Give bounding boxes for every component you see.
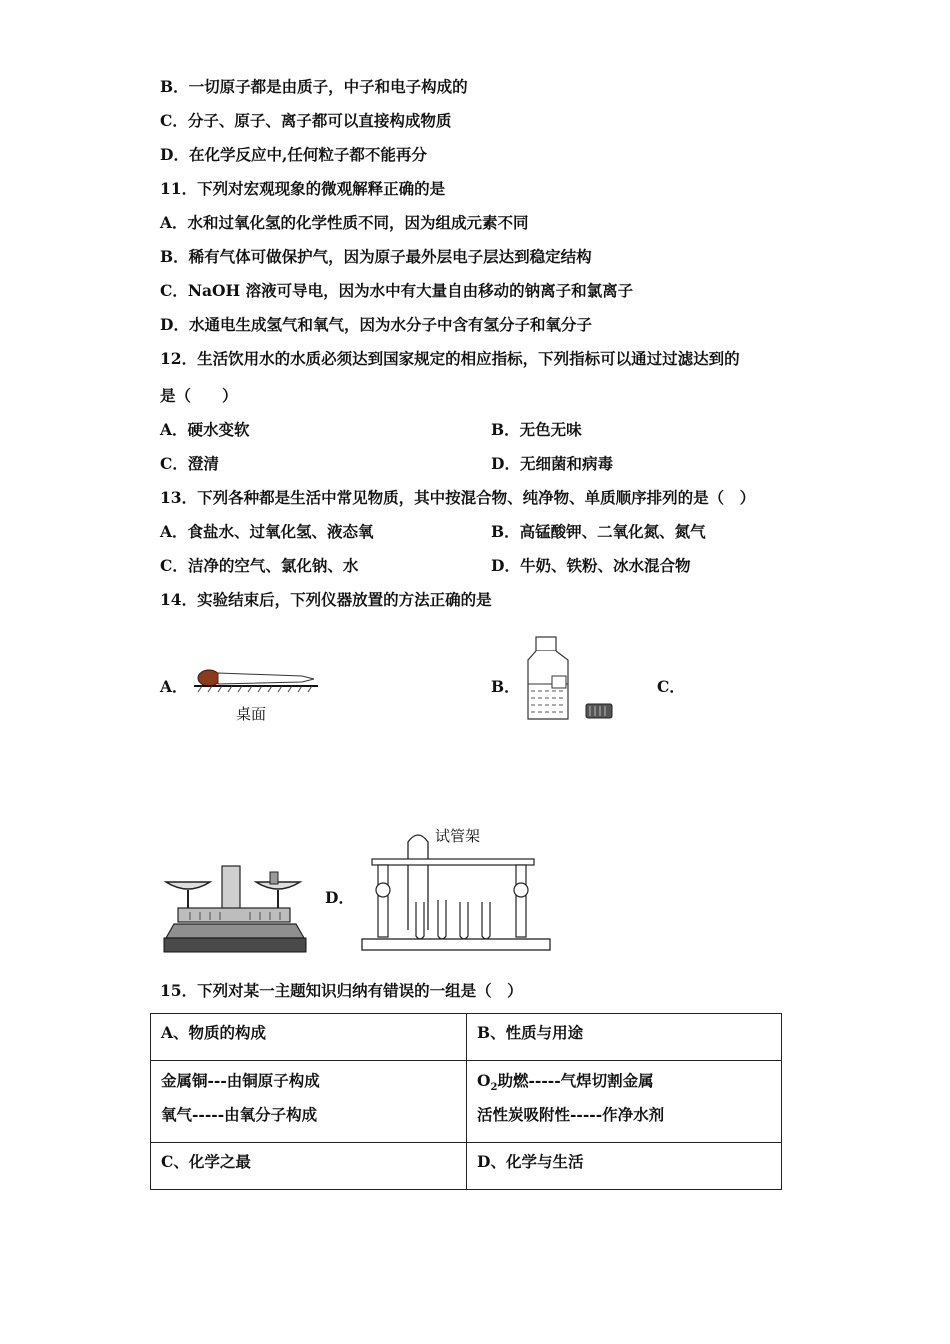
balance-figure	[160, 862, 310, 956]
cell-c-title-text: C、化学之最	[161, 1152, 251, 1171]
rack-top-board	[372, 859, 534, 865]
q11-option-a: A．水和过氧化氢的化学性质不同，因为组成元素不同	[160, 213, 529, 232]
reagent-bottle-figure	[520, 634, 620, 724]
q11-option-b: B．稀有气体可做保护气，因为原子最外层电子层达到稳定结构	[160, 247, 592, 266]
q11-stem: 11．下列对宏观现象的微观解释正确的是	[160, 179, 446, 198]
q13-option-d: D．牛奶、铁粉、冰水混合物	[491, 556, 691, 575]
cell-b-title-text: B、性质与用途	[477, 1023, 584, 1042]
q14-stem: 14．实验结束后，下列仪器放置的方法正确的是	[160, 590, 492, 609]
cell-c-title	[151, 1143, 467, 1190]
left-pan	[166, 882, 210, 889]
q15-stem: 15．下列对某一主题知识归纳有错误的一组是（ ）	[160, 981, 523, 1000]
a-line2: 氧气-----由氧分子构成	[161, 1105, 318, 1124]
q13-option-a: A．食盐水、过氧化氢、液态氧	[160, 522, 374, 541]
test-tube-rack-figure	[358, 828, 554, 954]
weight	[270, 872, 278, 884]
q12-option-b: B．无色无味	[491, 420, 582, 439]
balance-base	[166, 924, 304, 938]
q10-option-b: B．一切原子都是由质子，中子和电子构成的	[160, 77, 468, 96]
q12-stem-line1: 12．生活饮用水的水质必须达到国家规定的相应指标，下列指标可以通过过滤达到的	[160, 349, 740, 368]
q14-label-b: B．	[491, 677, 520, 696]
q10-option-d: D．在化学反应中,任何粒子都不能再分	[160, 145, 427, 164]
q14-label-a: A．	[160, 677, 188, 696]
q14-label-c: C．	[657, 677, 685, 696]
q11-option-c: C．NaOH 溶液可导电，因为水中有大量自由移动的钠离子和氯离子	[160, 281, 634, 300]
q12-option-d: D．无细菌和病毒	[491, 454, 613, 473]
q12-stem-line2: 是（ ）	[160, 386, 238, 405]
bottle-neck	[536, 637, 556, 651]
balance-foot	[164, 938, 306, 952]
label-box	[552, 676, 566, 688]
cell-d-title	[467, 1143, 782, 1190]
cell-d-title-text: D、化学与生活	[477, 1152, 584, 1171]
cell-b-content	[467, 1061, 782, 1143]
q13-stem: 13．下列各种都是生活中常见物质，其中按混合物、纯净物、单质顺序排列的是（ ）	[160, 488, 756, 507]
q13-option-b: B．高锰酸钾、二氧化氮、氮气	[491, 522, 706, 541]
q11-option-d: D．水通电生成氢气和氧气，因为水分子中含有氢分子和氧分子	[160, 315, 592, 334]
q12-option-c: C．澄清	[160, 454, 219, 473]
glass-tube	[218, 673, 314, 684]
cell-a-title	[151, 1014, 467, 1061]
q10-option-c: C．分子、原子、离子都可以直接构成物质	[160, 111, 452, 130]
q13-option-c: C．洁净的空气、氯化钠、水	[160, 556, 359, 575]
rubber-bulb	[198, 670, 220, 686]
a-line1: 金属铜---由铜原子构成	[161, 1071, 320, 1090]
balance-beam-scale	[178, 908, 290, 922]
table-caption: 桌面	[236, 705, 267, 723]
rack-base	[362, 939, 550, 950]
dropper-on-table-figure	[192, 664, 322, 698]
q12-option-a: A．硬水变软	[160, 420, 250, 439]
cell-a-title-text: A、物质的构成	[161, 1023, 267, 1042]
balance-pillar	[222, 866, 240, 914]
b-line1: $O_2$助燃-----气焊切割金属	[477, 1071, 654, 1094]
rack-caption: 试管架	[435, 827, 481, 845]
b-line2: 活性炭吸附性-----作净水剂	[477, 1105, 665, 1124]
q14-label-d: D．	[325, 888, 354, 907]
cell-b-title	[467, 1014, 782, 1061]
cell-a-content	[151, 1061, 467, 1143]
q15-table	[150, 1013, 782, 1190]
